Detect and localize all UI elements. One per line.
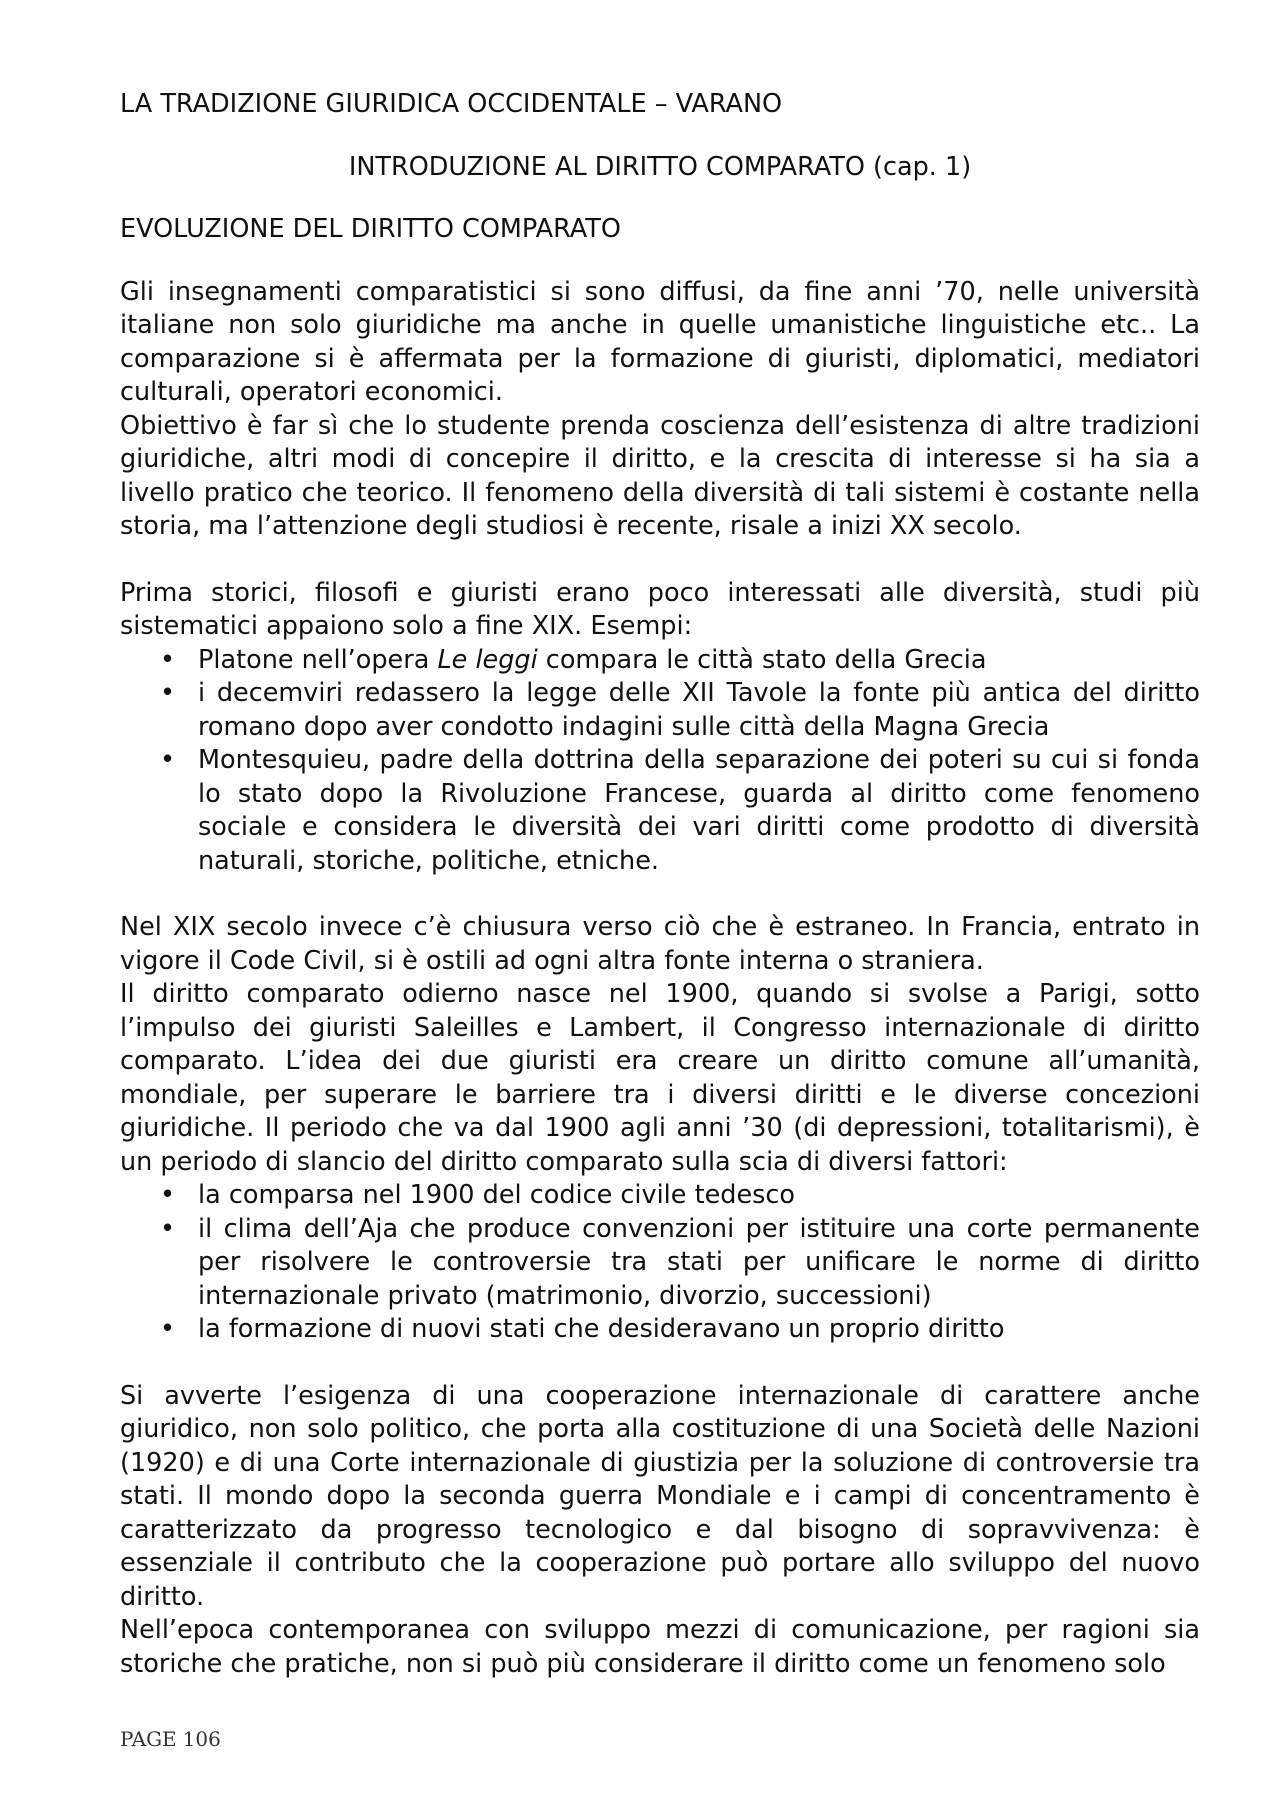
chapter-subtitle: INTRODUZIONE AL DIRITTO COMPARATO (cap. 1) <box>348 151 972 182</box>
paragraph-2: Obiettivo è far sì che lo studente prenda coscienza dell’esistenza di altre tradizioni giuridiche, altri modi di concepire il diritto, e la crescita di interesse si ha sia a livello pratico che teorico. Il fenomeno della diversità di tali sistemi è costante nella storia, ma l’attenzione degli studiosi è recente, risale a inizi XX secolo. <box>120 410 1200 541</box>
bullet-icon: • <box>160 1180 176 1210</box>
bullet-icon: • <box>160 678 176 708</box>
list-item <box>120 744 1200 878</box>
list-item <box>120 1213 1200 1314</box>
list-item <box>120 677 1200 744</box>
list-item-text: il clima dell’Aja che produce convenzioni per istituire una corte permanente per risolvere le controversie tra stati per unificare le norme di diritto internazionale privato (matrimonio, divorzio, successioni) <box>198 1213 1200 1311</box>
paragraph-1: Gli insegnamenti comparatistici si sono diffusi, da fine anni ’70, nelle università italiane non solo giuridiche ma anche in quelle umanistiche linguistiche etc.. La comparazione si è affermata per la formazione di giuristi, diplomatici, mediatori culturali, operatori economici. <box>120 276 1200 407</box>
page-content <box>120 88 1200 1681</box>
paragraph-3: Prima storici, filosofi e giuristi erano poco interessati alle diversità, studi più sistematici appaiono solo a fine XIX. Esempi: <box>120 577 1200 641</box>
document-title: LA TRADIZIONE GIURIDICA OCCIDENTALE – VARANO <box>120 89 783 119</box>
factors-list <box>120 1179 1200 1347</box>
paragraph-6: Si avverte l’esigenza di una cooperazione internazionale di carattere anche giuridico, non solo politico, che porta alla costituzione di una Società delle Nazioni (1920) e di una Corte internazionale di giustizia per la soluzione di controversie tra stati. Il mondo dopo la seconda guerra Mondiale e i campi di concentramento è caratterizzato da progresso tecnologico e dal bisogno di sopravvivenza: è essenziale il contributo che la cooperazione può portare allo sviluppo del nuovo diritto. <box>120 1380 1200 1612</box>
paragraph-5: Il diritto comparato odierno nasce nel 1900, quando si svolse a Parigi, sotto l’impulso dei giuristi Saleilles e Lambert, il Congresso internazionale di diritto comparato. L’idea dei due giuristi era creare un diritto comune all’umanità, mondiale, per superare le barriere tra i diversi diritti e le diverse concezioni giuridiche. Il periodo che va dal 1900 agli anni ’30 (di depressioni, totalitarismi), è un periodo di slancio del diritto comparato sulla scia di diversi fattori: <box>120 979 1200 1177</box>
bullet-icon: • <box>160 745 176 775</box>
bullet-icon: • <box>160 644 176 675</box>
bullet-icon: • <box>160 1314 176 1344</box>
section-heading: EVOLUZIONE DEL DIRITTO COMPARATO <box>120 214 621 244</box>
page-footer <box>120 1727 227 1751</box>
list-item <box>120 1313 1200 1347</box>
bullet-icon: • <box>160 1213 176 1244</box>
book-title: Le leggi <box>437 644 538 675</box>
page-label: PAGE <box>120 1727 177 1751</box>
list-item <box>120 644 1200 678</box>
list-item-text: Platone nell’opera Le leggi compara le città stato della Grecia <box>198 644 987 675</box>
list-item-text: la formazione di nuovi stati che desideravano un proprio diritto <box>198 1314 1005 1344</box>
page-number: 106 <box>182 1727 221 1751</box>
examples-list <box>120 644 1200 879</box>
list-item-text: Montesquieu, padre della dottrina della separazione dei poteri su cui si fonda lo stato dopo la Rivoluzione Francese, guarda al diritto come fenomeno sociale e considera le diversità dei vari diritti come prodotto di diversità naturali, storiche, politiche, etniche. <box>198 745 1200 876</box>
paragraph-4: Nel XIX secolo invece c’è chiusura verso ciò che è estraneo. In Francia, entrato in vigore il Code Civil, si è ostili ad ogni altra fonte interna o straniera. <box>120 912 1200 976</box>
list-item <box>120 1179 1200 1213</box>
list-item-text: la comparsa nel 1900 del codice civile tedesco <box>198 1180 796 1210</box>
paragraph-7: Nell’epoca contemporanea con sviluppo mezzi di comunicazione, per ragioni sia storiche che pratiche, non si può più considerare il diritto come un fenomeno solo <box>120 1615 1200 1679</box>
list-item-text: i decemviri redassero la legge delle XII Tavole la fonte più antica del diritto romano dopo aver condotto indagini sulle città della Magna Grecia <box>198 678 1200 742</box>
